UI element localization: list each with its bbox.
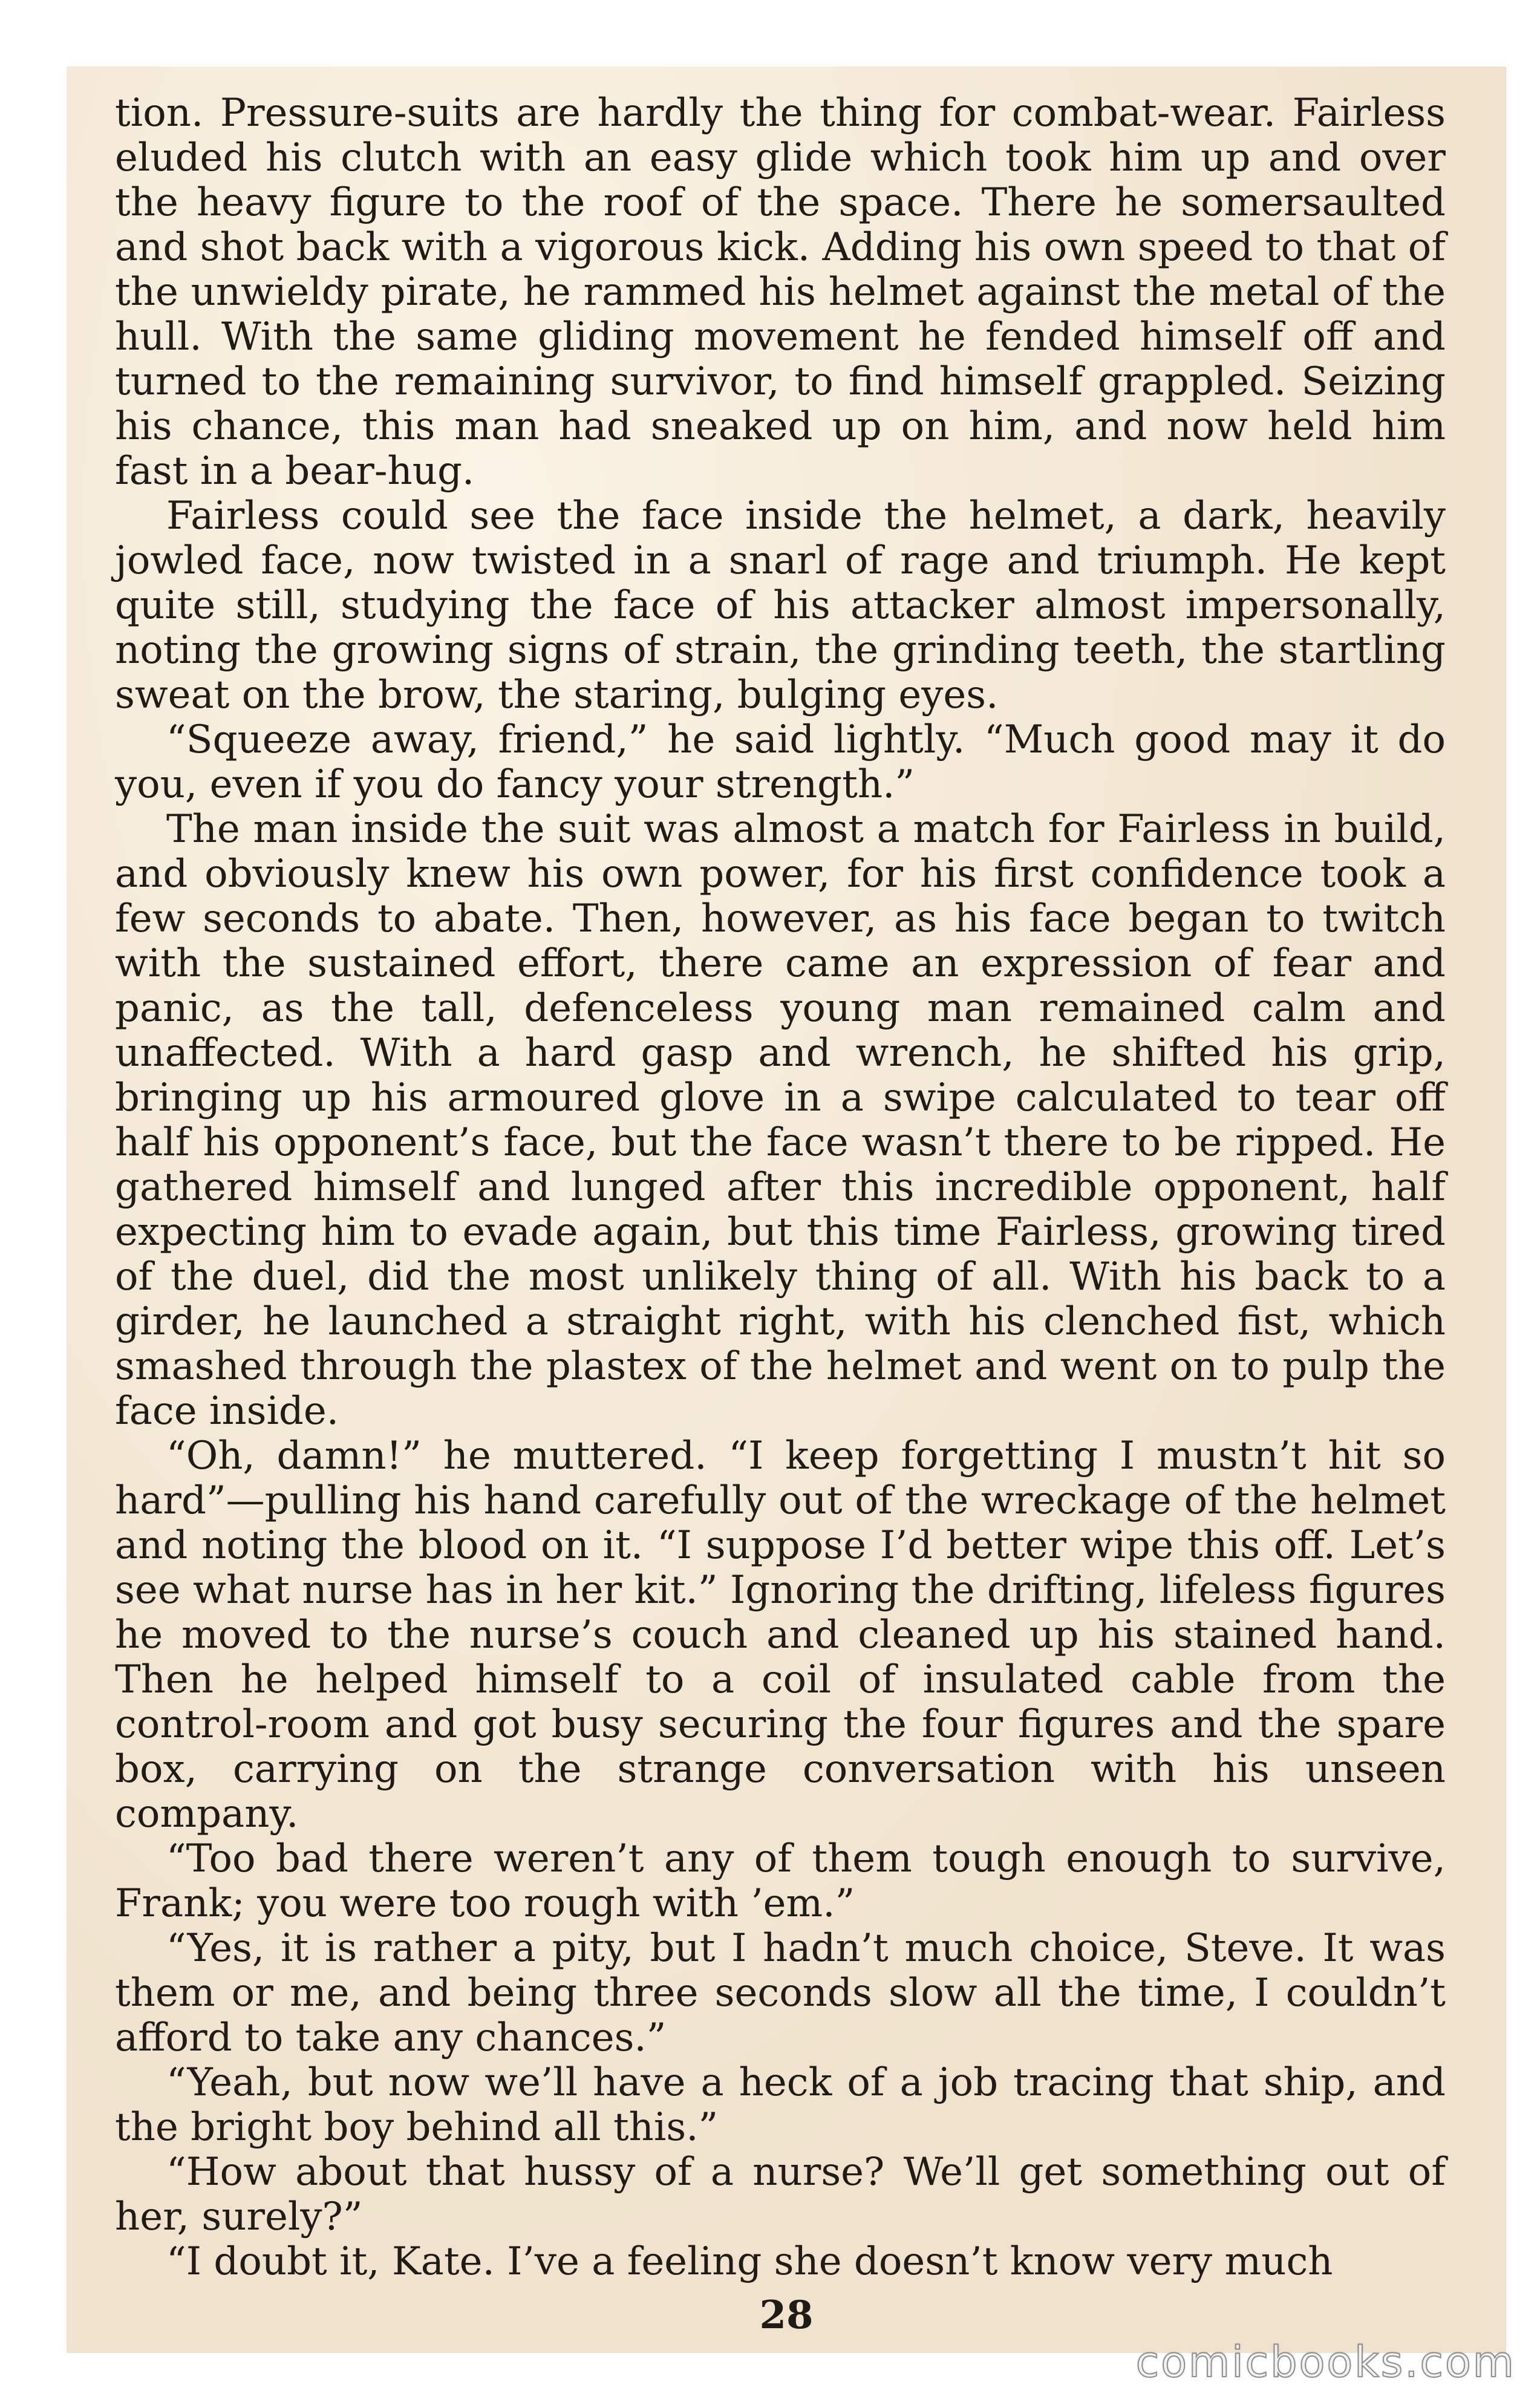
body-text	[115, 91, 1446, 2284]
watermark-logo: comicbooks.com	[1135, 2337, 1516, 2387]
paragraph: tion. Pressure-suits are hardly the thing for combat-wear. Fairless eluded his clutch with an easy glide which took him up and over the heavy figure to the roof of the space. There he somersaulted and shot back with a vigorous kick. Adding his own speed to that of the unwieldy pirate, he rammed his helmet against the metal of the hull. With the same gliding movement he fended himself off and turned to the remaining survivor, to find himself grappled. Seizing his chance, this man had sneaked up on him, and now held him fast in a bear-hug.	[115, 91, 1446, 494]
paragraph: “Oh, damn!” he muttered. “I keep forgetting I mustn’t hit so hard”—pulling his hand carefully out of the wreckage of the helmet and noting the blood on it. “I suppose I’d better wipe this off. Let’s see what nurse has in her kit.” Ignoring the drifting, lifeless figures he moved to the nurse’s couch and cleaned up his stained hand. Then he helped himself to a coil of insulated cable from the control-room and got busy securing the four figures and the spare box, carrying on the strange conversation with his unseen company.	[115, 1434, 1446, 1836]
paragraph: “Yeah, but now we’ll have a heck of a job tracing that ship, and the bright boy behind all this.”	[115, 2060, 1446, 2150]
paragraph: “How about that hussy of a nurse? We’ll get something out of her, surely?”	[115, 2150, 1446, 2239]
paragraph: The man inside the suit was almost a match for Fairless in build, and obviously knew his own power, for his first confidence took a few seconds to abate. Then, however, as his face began to twitch with the sustained effort, there came an expression of fear and panic, as the tall, defenceless young man remained calm and unaffected. With a hard gasp and wrench, he shifted his grip, bringing up his armoured glove in a swipe calculated to tear off half his opponent’s face, but the face wasn’t there to be ripped. He gathered himself and lunged after this incredible opponent, half expecting him to evade again, but this time Fairless, growing tired of the duel, did the most unlikely thing of all. With his back to a girder, he launched a straight right, with his clenched fist, which smashed through the plastex of the helmet and went on to pulp the face inside.	[115, 807, 1446, 1434]
paragraph: Fairless could see the face inside the helmet, a dark, heavily jowled face, now twisted in a snarl of rage and triumph. He kept quite still, studying the face of his attacker almost impersonally, noting the growing signs of strain, the grinding teeth, the startling sweat on the brow, the staring, bulging eyes.	[115, 494, 1446, 717]
page-number: 28	[759, 2292, 814, 2338]
paragraph: “I doubt it, Kate. I’ve a feeling she doesn’t know very much	[166, 2239, 1333, 2284]
paragraph: “Squeeze away, friend,” he said lightly. “Much good may it do you, even if you do fancy your strength.”	[115, 717, 1446, 807]
paragraph: “Yes, it is rather a pity, but I hadn’t much choice, Steve. It was them or me, and being three seconds slow all the time, I couldn’t afford to take any chances.”	[115, 1926, 1446, 2060]
book-page	[67, 67, 1506, 2353]
paragraph: “Too bad there weren’t any of them tough enough to survive, Frank; you were too rough with ’em.”	[115, 1836, 1446, 1926]
